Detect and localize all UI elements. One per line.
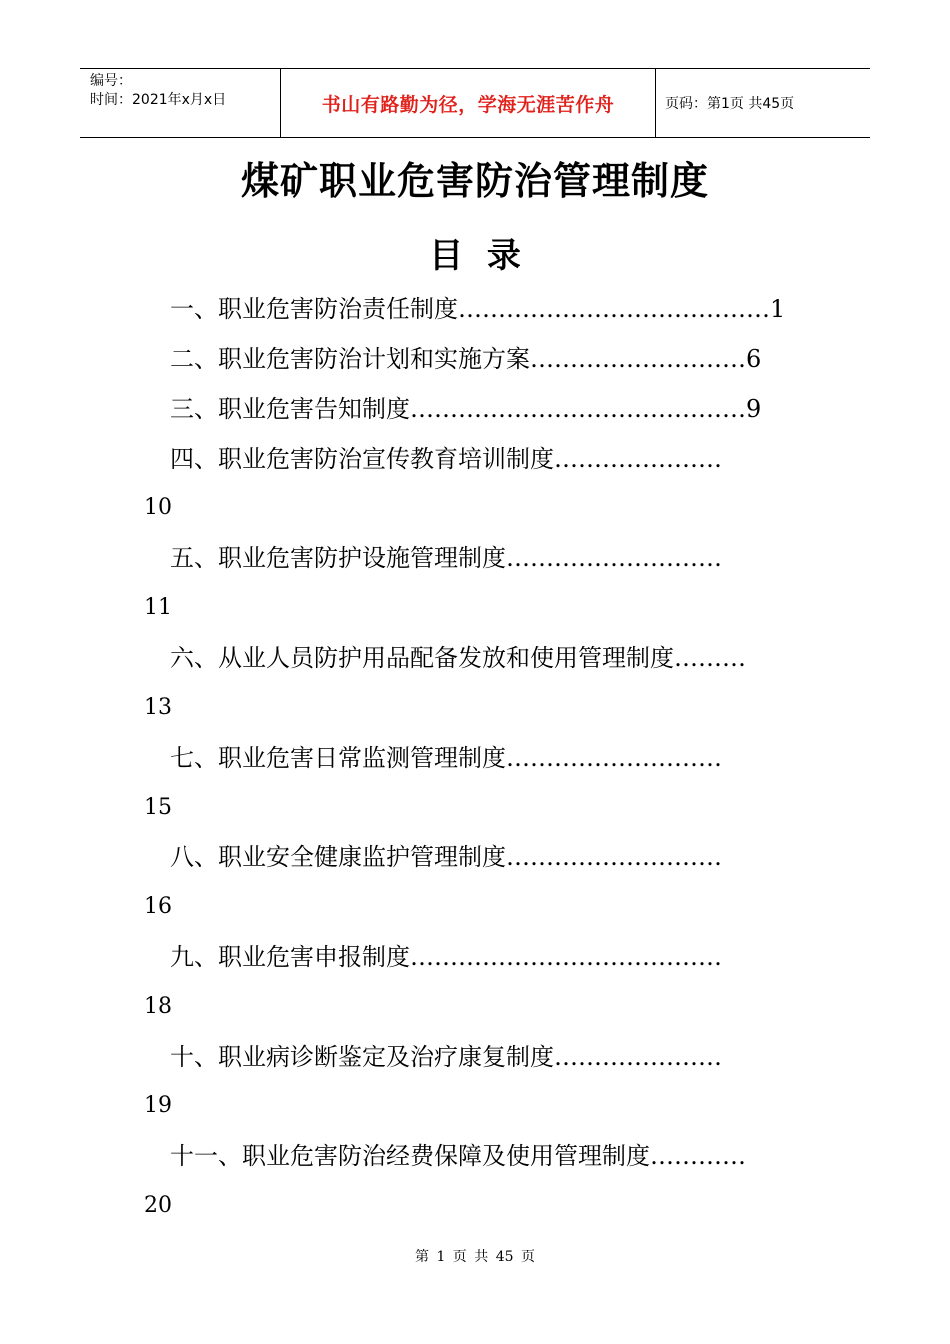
header-page-cell xyxy=(655,69,870,137)
toc-entry: 八、职业安全健康监护管理制度……………………… xyxy=(170,843,722,871)
toc-entry: 一、职业危害防治责任制度…………………………………1 xyxy=(170,295,786,323)
toc-page-number: 13 xyxy=(144,695,172,720)
toc-page-number: 11 xyxy=(144,595,172,620)
header-motto: 书山有路勤为径，学海无涯苦作舟 xyxy=(321,93,615,116)
toc-entry: 十、职业病诊断鉴定及治疗康复制度………………… xyxy=(170,1043,722,1071)
toc-entry: 十一、职业危害防治经费保障及使用管理制度………… xyxy=(170,1142,746,1170)
page-footer: 第 1 页 共 45 页 xyxy=(415,1249,535,1265)
toc-entry: 七、职业危害日常监测管理制度……………………… xyxy=(170,744,722,772)
toc-page-number: 19 xyxy=(144,1093,172,1118)
toc-entry: 六、从业人员防护用品配备发放和使用管理制度……… xyxy=(170,644,746,672)
header-meta xyxy=(80,69,280,137)
page-header xyxy=(80,68,870,138)
header-number-label: 编号： xyxy=(90,73,132,89)
header-page-info: 页码：第1页 共45页 xyxy=(665,96,795,112)
toc-entry: 四、职业危害防治宣传教育培训制度………………… xyxy=(170,445,722,473)
toc-entry: 二、职业危害防治计划和实施方案………………………6 xyxy=(170,345,762,373)
toc-title: 目 录 xyxy=(429,236,521,276)
toc-entry: 九、职业危害申报制度………………………………… xyxy=(170,943,722,971)
header-time-label: 时间：2021年x月x日 xyxy=(90,92,227,108)
toc-entry: 五、职业危害防护设施管理制度……………………… xyxy=(170,544,722,572)
toc-page-number: 16 xyxy=(144,894,172,919)
toc-entry: 三、职业危害告知制度……………………………………9 xyxy=(170,395,762,423)
header-motto-cell xyxy=(280,69,656,137)
toc-page-number: 10 xyxy=(144,495,172,520)
document-title: 煤矿职业危害防治管理制度 xyxy=(240,158,709,203)
toc-page-number: 20 xyxy=(144,1193,172,1218)
toc-page-number: 15 xyxy=(144,795,172,820)
toc-page-number: 18 xyxy=(144,994,172,1019)
